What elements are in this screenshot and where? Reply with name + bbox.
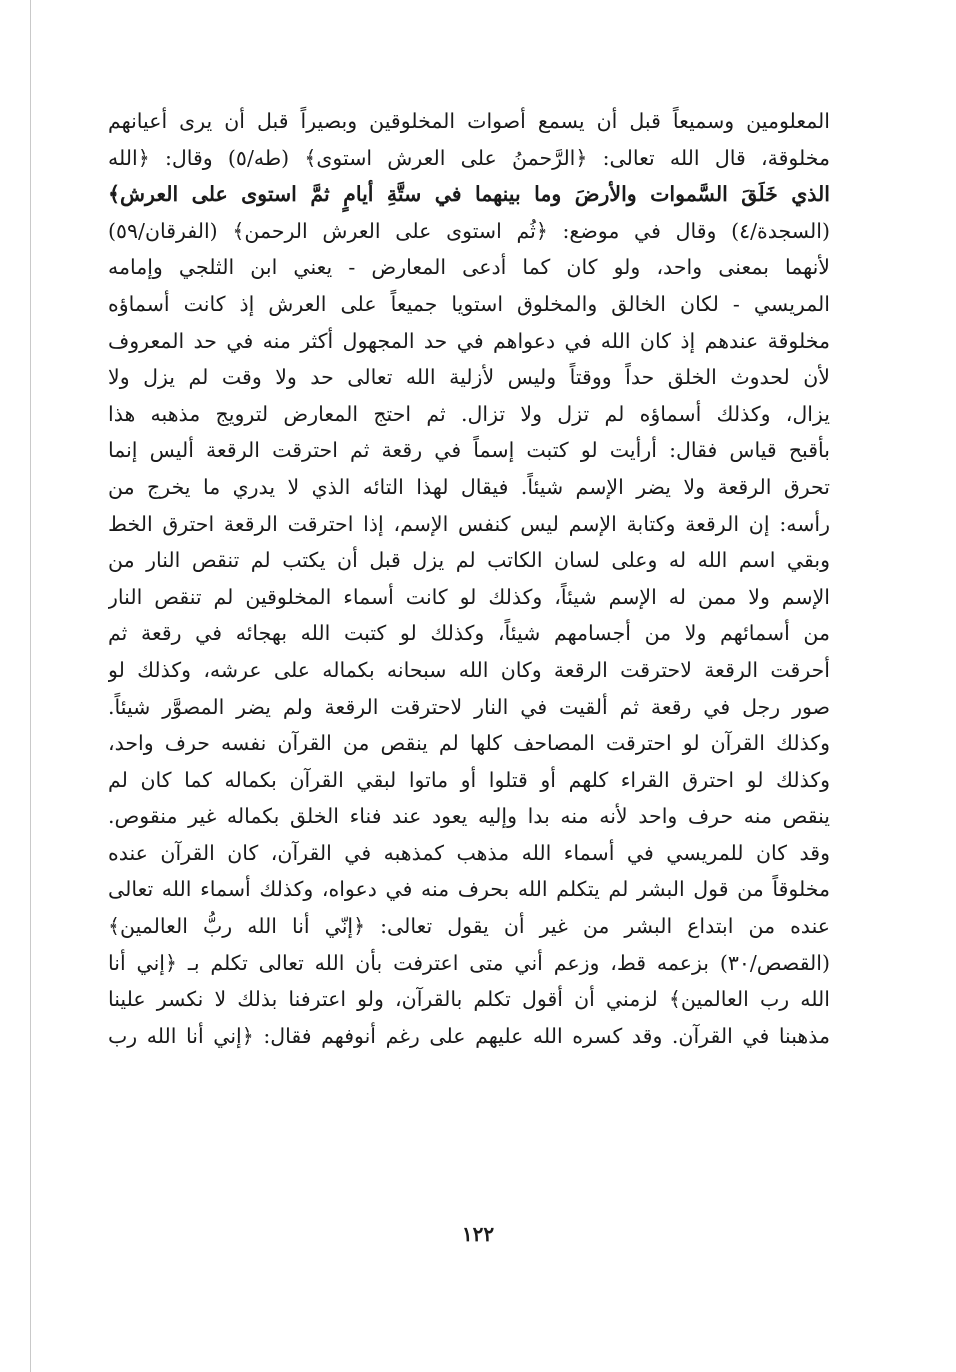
text-line: الإسم ولا ممن له الإسم شيئاً، وكذلك لو كانت أسماء المخلوقين لم تنقص النار <box>108 584 830 609</box>
text-line: تحرق الرقعة ولا يضر الإسم شيئاً. فيقال لهذا التائه الذي لا يدري ما يخرج من <box>108 474 830 499</box>
text-line: رأسه: إن الرقعة وكتابة الإسم ليس كنفس الإسم، إذا احترقت الرقعة احترق الخط <box>108 511 830 536</box>
text-line: لأنهما بمعنى واحد، ولو كان كما أدعى المعارض - يعني ابن الثلجي وإمامه <box>108 255 830 280</box>
page-number: ١٢٢ <box>461 1222 495 1246</box>
text-line: المعلومين وسميعاً قبل أن يسمع أصوات المخلوقين وبصيراً قبل أن يرى أعيانهم <box>108 109 830 133</box>
text-line: عنده من ابتداع البشر من غير أن يقول تعالى: ﴿إنّي أنا الله ربُّ العالمين﴾ <box>108 914 830 939</box>
text-line: أحرقت الرقعة لاحترقت الرقعة وكان الله سبحانه بكماله على عرشه، وكذلك لو <box>108 657 830 682</box>
text-line: من أسمائهم ولا من أجسامهم شيئاً، وكذلك لو كتبت الله بهجائه في رقعة ثم <box>108 621 830 646</box>
text-line: (القصص/٣٠) بزعمه قط، وزعم أني متى اعترفت بأن الله تعالى تكلم بـ ﴿إني أنا <box>108 950 830 975</box>
text-line: وكذلك لو احترق القراء كلهم أو قتلوا أو ماتوا لبقي القرآن بكماله كما كان لم <box>108 767 830 792</box>
text-line: مذهبنا في القرآن. وقد كسره الله عليهم على رغم أنوفهم فقال: ﴿إني أنا الله رب <box>108 1023 830 1048</box>
text-line: الله رب العالمين﴾ لزمني أن أقول تكلم بالقرآن، ولو اعترفنا بذلك لا نكسر علينا <box>108 987 830 1012</box>
text-line: مخلوقة عندهم إذ كان الله في دعواهم في حد المجهول أكثر منه في حد المعروف <box>108 328 830 353</box>
text-line: بأقبح قياس فقال: أرأيت لو كتبت إسماً في رقعة ثم احترقت الرقعة أليس إنما <box>108 438 830 463</box>
text-line: صور رجل في رقعة ثم ألقيت في النار لاحترقت الرقعة ولم يضر المصوَّر شيئاً. <box>108 694 830 719</box>
text-line: وبقي اسم الله له وعلى لسان الكاتب لم يزل قبل أن يكتب لم تنقص النار من <box>108 548 830 573</box>
text-line: وكذلك القرآن لو احترقت المصاحف كلها لم ينقص من القرآن نفسه حرف واحد، <box>108 731 830 756</box>
text-line: ينقص منه حرف واحد لأنه منه بدا وإليه يعود عند فناء الخلق بكماله غير منقوص. <box>108 804 830 829</box>
text-line: لأن لحدوث الخلق حداً ووقتاً وليس لأزلية الله تعالى حد ولا وقت لم يزل ولا <box>108 365 830 390</box>
margin-rule <box>30 0 31 1372</box>
text-line: مخلوقاً من قول البشر لم يتكلم الله بحرف منه في دعواه، وكذلك أسماء الله تعالى <box>108 877 830 902</box>
text-line: وقد كان للمريسي في أسماء الله مذهب كمذهبه في القرآن، كان القرآن عنده <box>108 840 830 865</box>
text-line: (السجدة/٤) وقال في موضع: ﴿ثُم استوى على العرش الرحمن﴾ (الفرقان/٥٩) <box>108 218 830 243</box>
text-line: الذي خَلَقَ السَّموات والأرضَ وما بينهما في ستَّةِ أيامٍ ثمَّ استوى على العرش﴾ <box>108 182 830 207</box>
text-line: المريسي - لكان الخالق والمخلوق استويا جميعاً على العرش إذ كانت أسماؤه <box>108 291 830 316</box>
body-text <box>108 103 830 1054</box>
text-line: يزال، وكذلك أسماؤه لم تزل ولا تزال. ثم احتج المعارض لترويج مذهبه هذا <box>108 401 830 426</box>
text-line: مخلوقة، قال الله تعالى: ﴿الرَّحمنُ على العرش استوى﴾ (طه/٥) وقال: ﴿الله <box>108 145 830 170</box>
